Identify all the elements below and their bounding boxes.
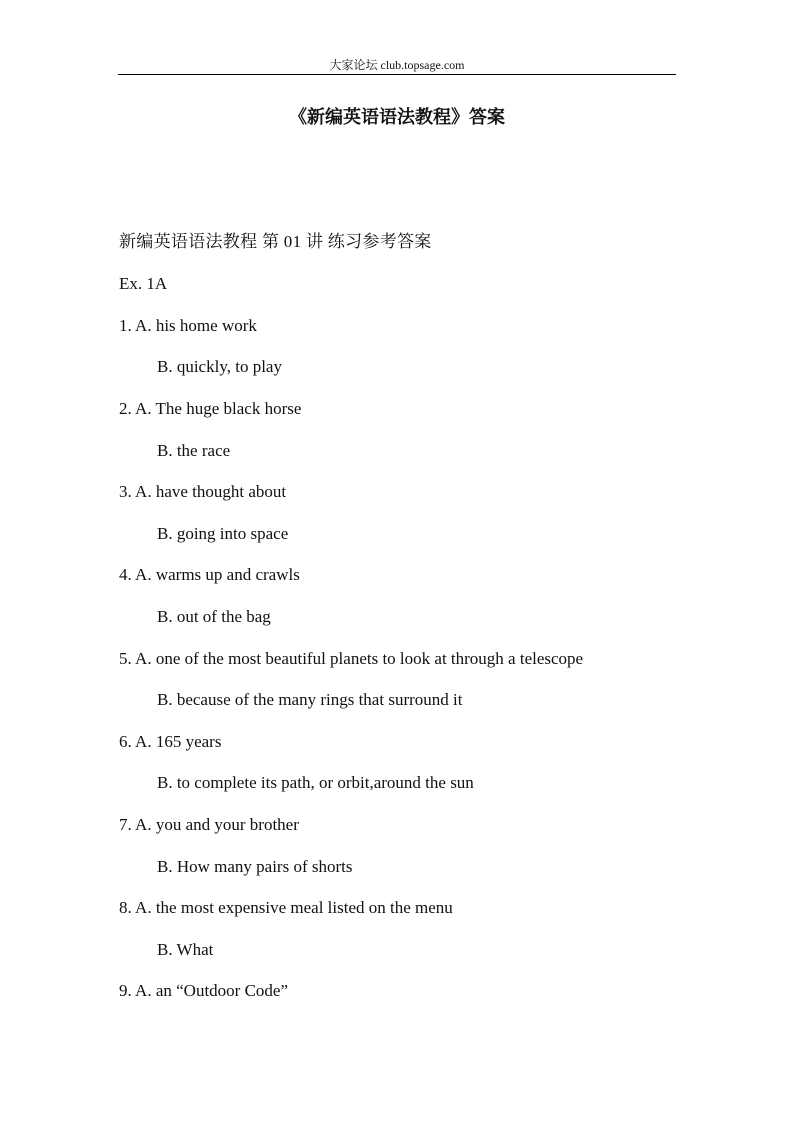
page-header	[118, 57, 676, 75]
answer-1b: B. quickly, to play	[157, 357, 282, 376]
exercise-label: Ex. 1A	[119, 274, 168, 293]
answer-7b: B. How many pairs of shorts	[157, 857, 353, 876]
answer-4b: B. out of the bag	[157, 607, 271, 626]
answer-5a: 5. A. one of the most beautiful planets to look at through a telescope	[119, 649, 584, 668]
answer-5b: B. because of the many rings that surround it	[157, 690, 463, 709]
answer-9a: 9. A. an “Outdoor Code”	[119, 981, 289, 1000]
header-site-text: 大家论坛 club.topsage.com	[329, 58, 465, 72]
answer-6a: 6. A. 165 years	[119, 732, 222, 751]
answer-7a: 7. A. you and your brother	[119, 815, 299, 834]
answer-8a: 8. A. the most expensive meal listed on the menu	[119, 898, 453, 917]
answer-6b: B. to complete its path, or orbit,around the sun	[157, 773, 474, 792]
answer-2a: 2. A. The huge black horse	[119, 399, 302, 418]
answer-8b: B. What	[157, 940, 214, 959]
answer-4a: 4. A. warms up and crawls	[119, 565, 300, 584]
answer-3a: 3. A. have thought about	[119, 482, 287, 501]
answer-1a: 1. A. his home work	[119, 316, 257, 335]
section-heading: 新编英语语法教程 第 01 讲 练习参考答案	[119, 232, 432, 251]
answer-2b: B. the race	[157, 441, 231, 460]
answer-3b: B. going into space	[157, 524, 289, 543]
document-title: 《新编英语语法教程》答案	[289, 107, 505, 127]
